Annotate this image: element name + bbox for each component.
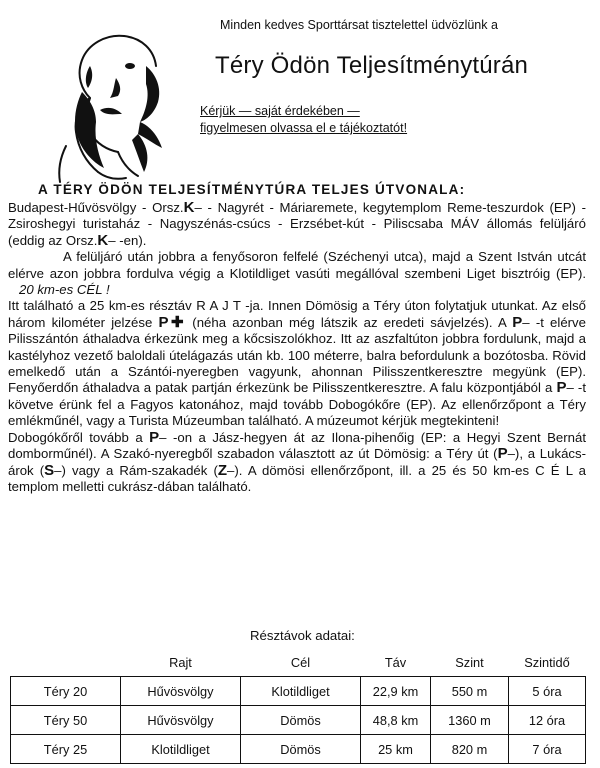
trail-marker: S [44, 461, 55, 479]
column-header: Szintidő [524, 654, 570, 670]
table-cell: 22,9 km [361, 677, 431, 706]
text-span: –). A dömösi ellenőrzőpont, ill. a 25 és 50 km-es C É L a templom melletti cukrász-dában található. [8, 462, 586, 494]
column-header: Cél [290, 654, 311, 670]
table-cell: 7 óra [509, 735, 586, 764]
notice-line-2: figyelmesen olvassa el e tájékoztatót! [200, 121, 408, 135]
table-cell: Dömös [241, 735, 361, 764]
column-header: Táv [384, 654, 407, 670]
text-span: – -on a Jász-hegyen át az Ilona-pihenőig (EP: a Hegyi Szent Bernát domborműnél). A Szakó-nyeregből szabadon választott az út Dömösig: a Téry út ( [8, 429, 586, 462]
trail-marker: Z [217, 461, 228, 479]
notice-text [200, 103, 407, 137]
route-heading: A TÉRY ÖDÖN TELJESÍTMÉNYTÚRA TELJES ÚTVONALA: [38, 182, 466, 197]
table-row [11, 677, 586, 706]
text-span: A felüljáró után jobbra a fenyősoron felfelé (Széchenyi utca), majd a Szent István utcát elérve azon jobbra fordulva végig a Klotildliget vasúti megállóval szembeni Liget bisztróig (EP). [8, 249, 586, 281]
table-cell: Klotildliget [241, 677, 361, 706]
column-header: Szint [455, 654, 484, 670]
text-span: – -en). [108, 232, 147, 248]
trail-marker: P [512, 313, 523, 331]
route-description [8, 200, 586, 495]
text-span: –) vagy a Rám-szakadék ( [54, 462, 218, 478]
table-header-row [11, 648, 586, 677]
text-span: – -t elérve Pilisszántón áthaladva érkezünk meg a kőcsiszolókhoz. Itt az aszfaltúton jobbra fordulunk, majd a kastélyhoz vezető baloldali útelágazás után kb. 100 méterre, balra befordulunk a bozótosba. Rövid emelkedő után a Szántói-nyeregben vagyunk, ahonnan Pilisszentkeresztre megyünk (EP). Fenyőerdőn áthaladva a patak partján érkezünk be Pilisszentkeresztre. A falu központjából a [8, 314, 586, 396]
text-span: Itt található a 25 km-es résztáv R A J T -ja. Innen Dömösig a Téry úton folytatjuk utunkat. Az első három kilométer jelzése [8, 298, 586, 330]
table-cell: Téry 50 [11, 706, 121, 735]
text-span: (néha azonban még látszik az eredeti sávjelzés). A [192, 314, 507, 330]
trail-marker: K [183, 199, 195, 216]
route-paragraph-4 [8, 430, 586, 496]
table-cell: Hűvösvölgy [121, 677, 241, 706]
text-span: Dobogókőről tovább a [8, 429, 143, 445]
notice-line-1: Kérjük — saját érdekében — [200, 104, 360, 118]
stages-title: Résztávok adatai: [250, 628, 355, 643]
table-cell: 25 km [361, 735, 431, 764]
route-paragraph-1 [8, 200, 586, 249]
table-cell: Klotildliget [121, 735, 241, 764]
trail-marker: P [149, 428, 160, 446]
greeting-text: Minden kedves Sporttársat tisztelettel üdvözlünk a [220, 18, 498, 32]
table-row [11, 706, 586, 735]
route-paragraph-2 [8, 249, 586, 298]
text-span: – -t követve érünk fel a Fagyos katonához, majd tovább Dobogókőre (EP). Az ellenőrzőpont a Téry emlékműnél, vagy a Turista Múzeumban található. A múzeumot kérjük megtekinteni! [8, 380, 586, 429]
table-row [11, 735, 586, 764]
table-cell: Téry 25 [11, 735, 121, 764]
trail-marker: P✚ [158, 313, 187, 331]
stages-table [10, 648, 586, 764]
route-paragraph-3 [8, 298, 586, 429]
table-cell: 48,8 km [361, 706, 431, 735]
cel-20-text: 20 km-es CÉL ! [19, 282, 110, 298]
portrait-drawing [46, 26, 196, 184]
column-header: Rajt [169, 654, 192, 670]
table-cell: 550 m [431, 677, 509, 706]
table-cell: 1360 m [431, 706, 509, 735]
text-span: –), a Lukács-árok ( [8, 446, 586, 478]
page-title: Téry Ödön Teljesítménytúrán [215, 52, 529, 79]
table-cell: 12 óra [509, 706, 586, 735]
table-cell: Hűvösvölgy [121, 706, 241, 735]
table-cell: 5 óra [509, 677, 586, 706]
table-cell: Dömös [241, 706, 361, 735]
table-cell: 820 m [431, 735, 509, 764]
text-span: – - Nagyrét - Máriaremete, kegytemplom Reme-teszurdok (EP) - Zsiroshegyi turistaház - Nagyszénás-csúcs - Erzsébet-kút - Piliscsaba MÁV állomás felüljáró (eddig az Orsz. [8, 200, 586, 248]
text-span: Budapest-Hűvösvölgy - Orsz. [8, 200, 184, 215]
trail-marker: K [97, 231, 109, 249]
table-cell: Téry 20 [11, 677, 121, 706]
trail-marker: P [497, 445, 508, 463]
column-header [11, 648, 121, 677]
trail-marker: P [556, 379, 567, 397]
